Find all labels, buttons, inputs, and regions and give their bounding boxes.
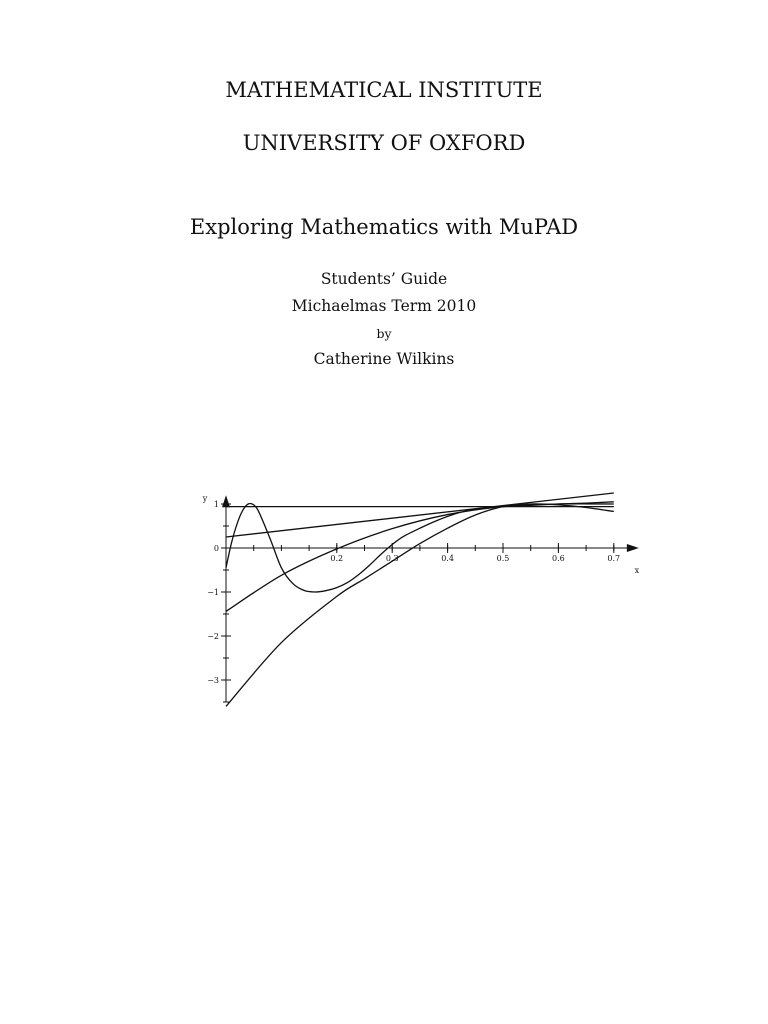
author-name: Catherine Wilkins [313,350,455,368]
x-axis-label: x [634,566,640,575]
y-tick-label: 1 [213,500,219,509]
x-tick-label: 0.5 [496,554,510,563]
y-tick-label: −3 [207,676,219,685]
x-axis-arrow [627,544,639,552]
chart-axes [221,495,639,702]
series-line-2 [226,493,614,537]
y-tick-label: 0 [213,544,219,553]
series-line-4 [226,504,614,706]
y-axis-arrow [222,495,230,507]
term-line: Michaelmas Term 2010 [291,297,477,315]
x-tick-label: 0.3 [385,554,399,563]
y-tick-label: −2 [207,632,219,641]
by-line: by [376,326,392,341]
institute-heading: MATHEMATICAL INSTITUTE [225,78,543,102]
x-tick-label: 0.6 [552,554,565,563]
document-title: Exploring Mathematics with MuPAD [189,215,579,239]
y-tick-label: −1 [207,588,219,597]
chart-labels [202,494,640,685]
document-subtitle: Students’ Guide [320,270,448,288]
x-tick-label: 0.4 [441,554,454,563]
x-tick-label: 0.7 [607,554,621,563]
y-axis-label: y [202,494,208,504]
chart-series [226,493,614,706]
x-tick-label: 0.2 [330,554,344,563]
university-heading: UNIVERSITY OF OXFORD [242,131,526,155]
